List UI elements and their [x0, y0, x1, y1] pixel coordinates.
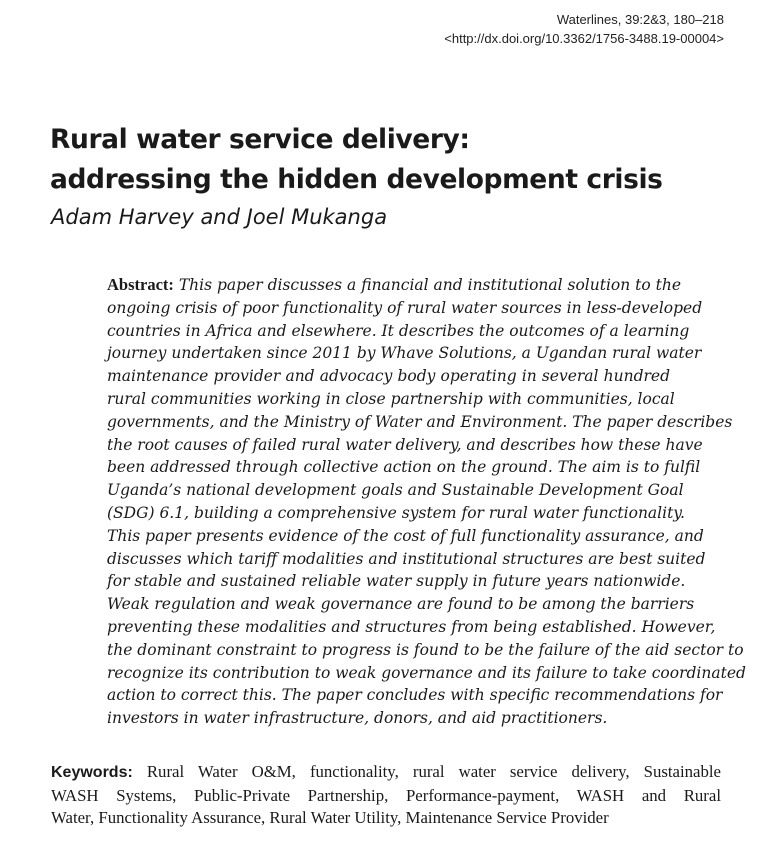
abstract-line: investors in water infrastructure, donors, and aid practitioners. [107, 709, 608, 728]
keywords-line-1-text: Rural Water O&M, functionality, rural water service delivery, Sustainable [146, 762, 721, 781]
abstract-line: recognize its contribution to weak governance and its failure to take coordinated [107, 663, 746, 682]
doi-link[interactable]: <http://dx.doi.org/10.3362/1756-3488.19-00004> [444, 31, 724, 46]
keywords-line: Water, Functionality Assurance, Rural Water Utility, Maintenance Service Provider [51, 808, 609, 827]
journal-citation: Waterlines, 39:2&3, 180–218 [556, 12, 724, 27]
abstract [107, 274, 746, 730]
abstract-line: This paper presents evidence of the cost of full functionality assurance, and [107, 526, 704, 545]
keywords [51, 761, 721, 830]
abstract-line: Uganda’s national development goals and Sustainable Development Goal [107, 481, 684, 500]
authors: Adam Harvey and Joel Mukanga [51, 205, 388, 229]
abstract-line: preventing these modalities and structures from being established. However, [107, 617, 716, 636]
paper-title [50, 120, 740, 200]
abstract-line: countries in Africa and elsewhere. It describes the outcomes of a learning [107, 321, 690, 340]
abstract-line: rural communities working in close partnership with communities, local [107, 389, 675, 408]
abstract-line-1 [107, 274, 682, 297]
abstract-line: the root causes of failed rural water delivery, and describes how these have [107, 435, 703, 454]
title-line-1: Rural water service delivery: [50, 124, 470, 155]
keywords-line: WASH Systems, Public-Private Partnership, Performance-payment, WASH and Rural [51, 785, 721, 805]
abstract-line: journey undertaken since 2011 by Whave Solutions, a Ugandan rural water [107, 344, 702, 363]
abstract-line: ongoing crisis of poor functionality of rural water sources in less-developed [107, 298, 703, 317]
abstract-line: action to correct this. The paper concludes with specific recommendations for [107, 686, 723, 705]
abstract-line: for stable and sustained reliable water supply in future years nationwide. [107, 572, 686, 591]
abstract-line-1-text: This paper discusses a financial and institutional solution to the [178, 276, 682, 294]
abstract-line: been addressed through collective action on the ground. The aim is to fulfil [107, 458, 701, 477]
abstract-label: Abstract: [107, 275, 174, 294]
keywords-label: Keywords: [51, 764, 133, 781]
abstract-line: governments, and the Ministry of Water and Environment. The paper describes [107, 412, 733, 431]
citation-block [444, 10, 724, 48]
abstract-line: maintenance provider and advocacy body operating in several hundred [107, 367, 670, 386]
abstract-line: Weak regulation and weak governance are found to be among the barriers [107, 595, 695, 614]
title-line-2: addressing the hidden development crisis [50, 164, 663, 195]
abstract-line: the dominant constraint to progress is found to be the failure of the aid sector to [107, 640, 744, 659]
keywords-line-1 [51, 761, 721, 785]
abstract-line: (SDG) 6.1, building a comprehensive system for rural water functionality. [107, 503, 685, 522]
abstract-line: discusses which tariff modalities and institutional structures are best suited [107, 549, 706, 568]
